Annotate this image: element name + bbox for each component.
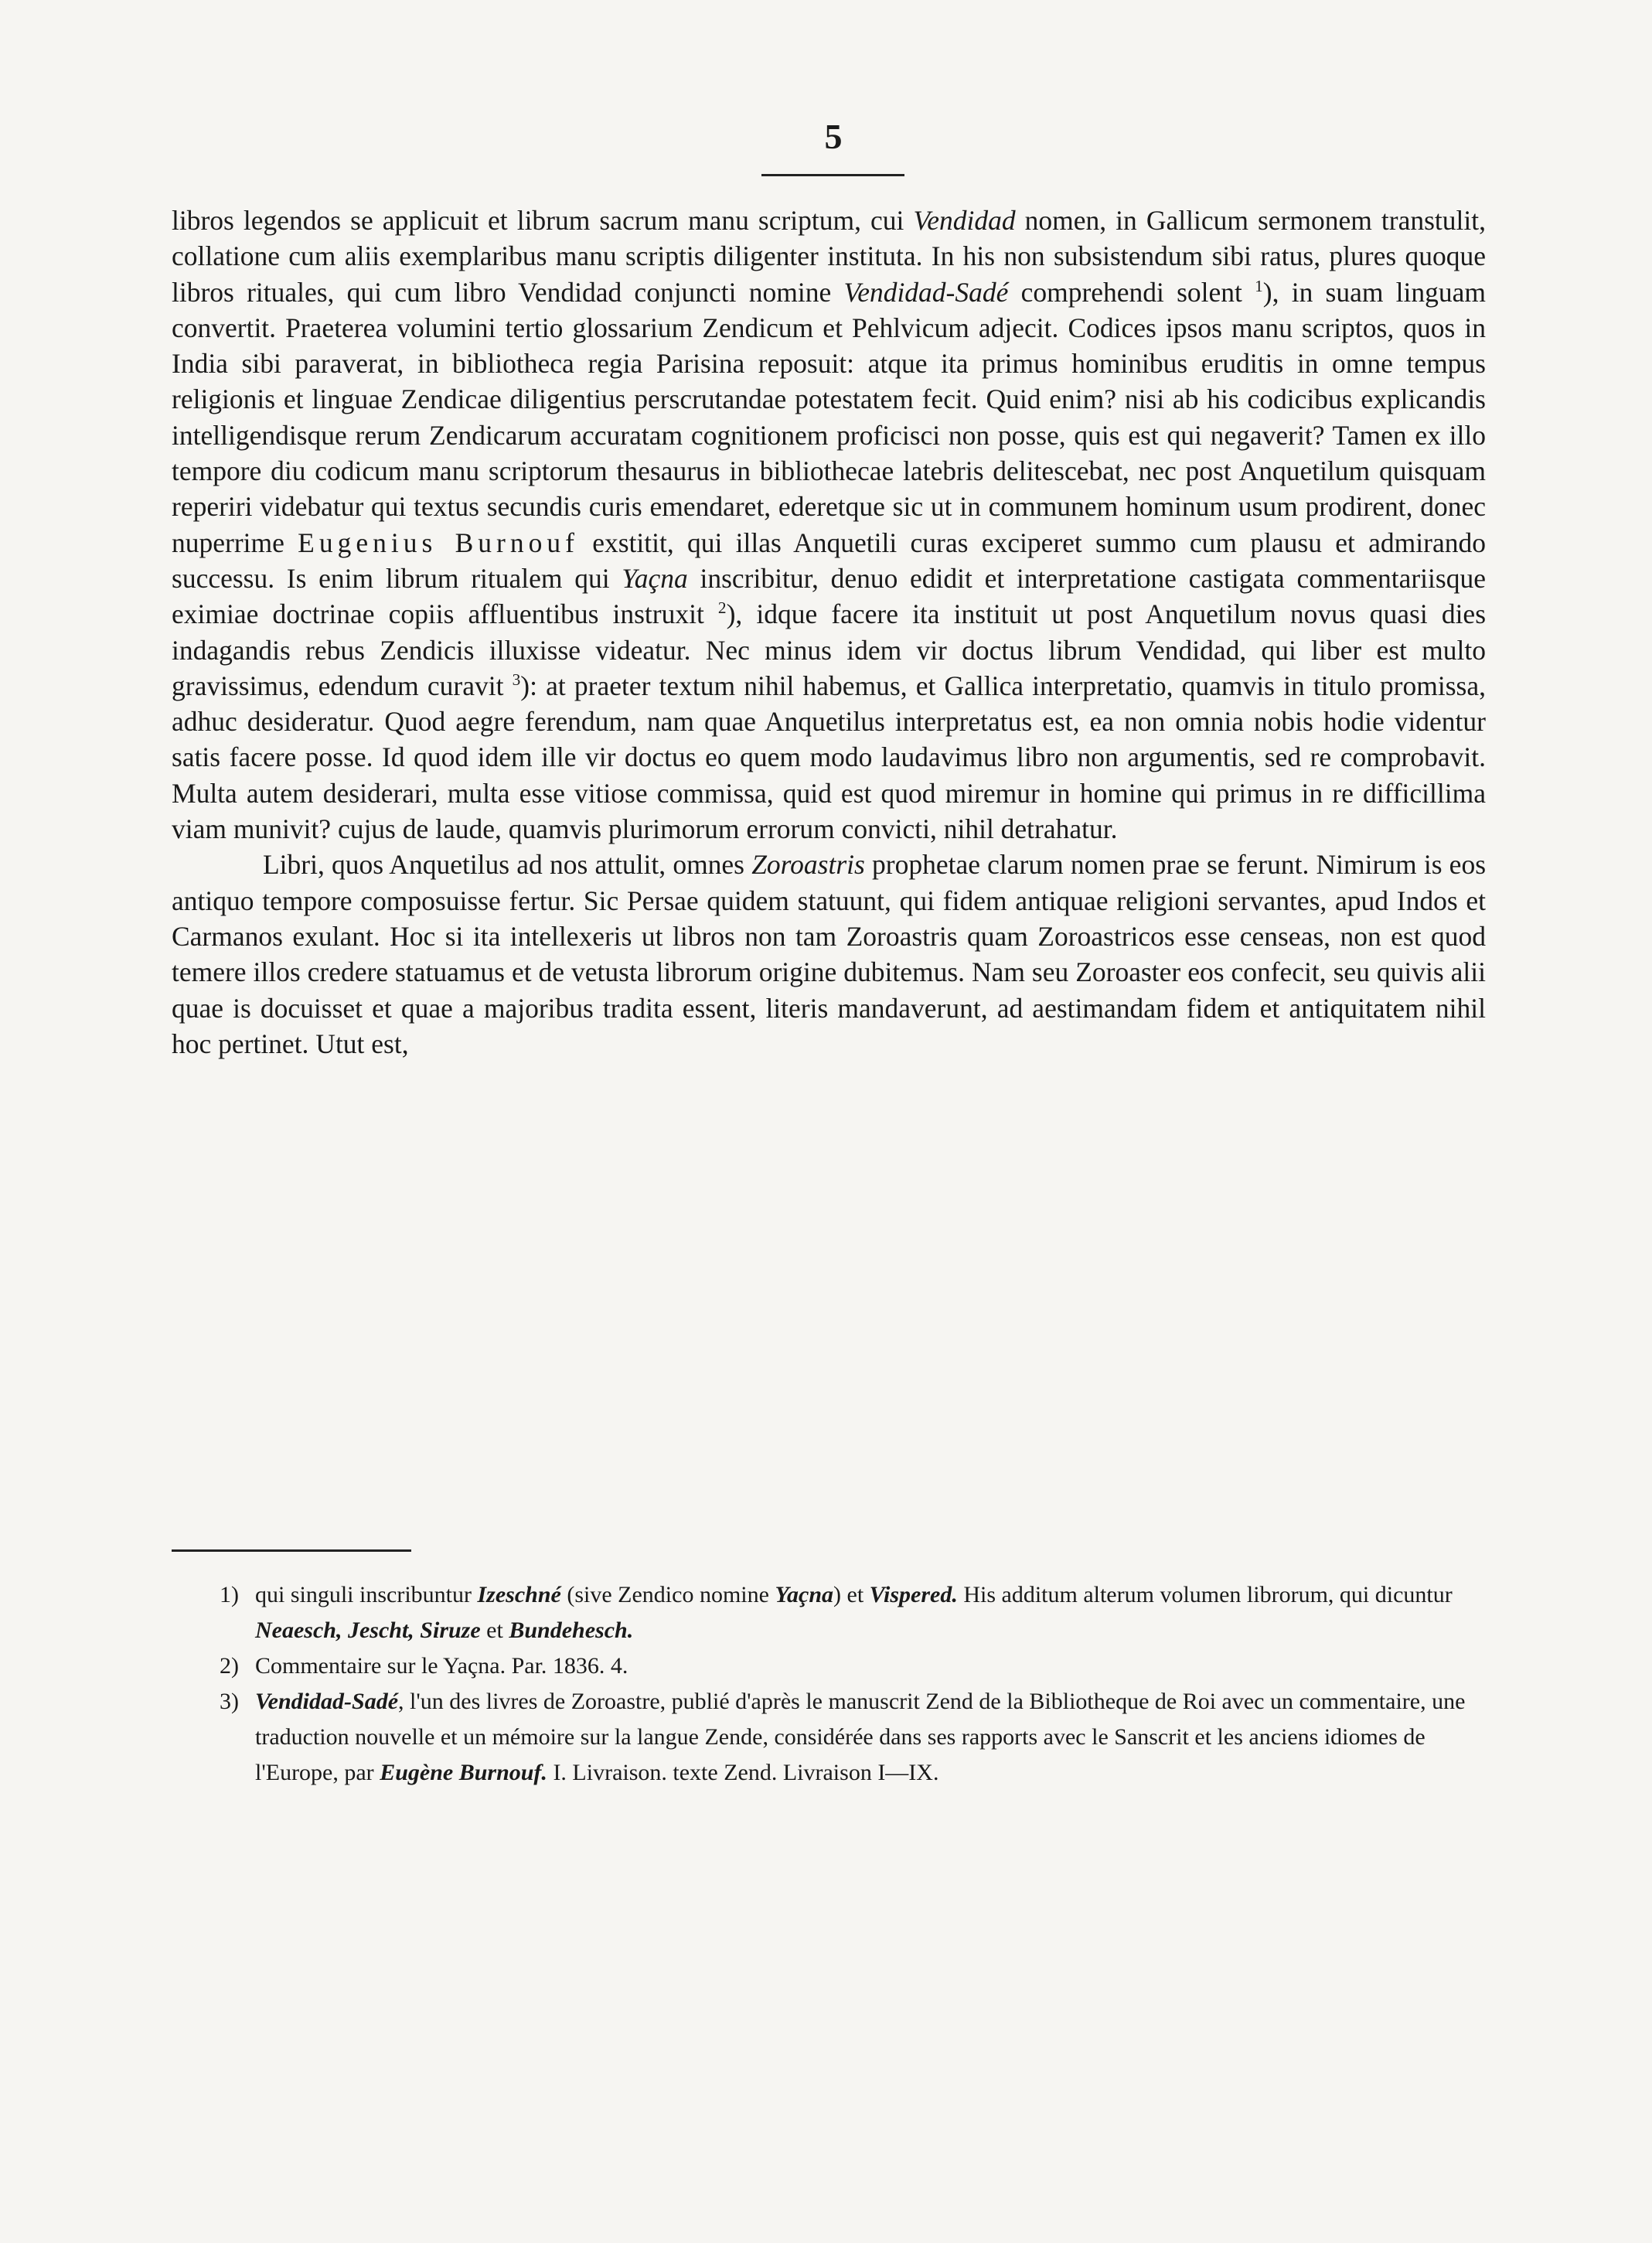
footnote: [172, 1577, 1486, 1648]
text-run: et: [480, 1617, 509, 1643]
page-number-rule: [761, 174, 904, 176]
footnote: [172, 1648, 1486, 1684]
text-run: ), idque facere ita instituit ut post Anquetilum novus quasi dies indagandis rebus Zendicis illuxisse videatur. Nec minus idem vir doctus librum Vendidad, qui liber est multo gravissimus, edendum curavit: [172, 598, 1487, 701]
text-run: Neaesch, Jescht, Siruze: [255, 1617, 481, 1643]
text-run: Eugenius Burnouf: [298, 527, 579, 558]
footnote-rule: [172, 1549, 411, 1552]
text-run: Bundehesch.: [509, 1617, 634, 1643]
footnote: [172, 1684, 1486, 1791]
page-number: 5: [824, 117, 843, 156]
text-run: Yaçna: [622, 562, 688, 594]
paragraph: [172, 203, 1486, 847]
text-run: Yaçna: [775, 1582, 834, 1607]
footnote-marker: 2: [717, 598, 727, 618]
text-run: (sive Zendico nomine: [560, 1582, 775, 1607]
text-run: I. Livraison. texte Zend. Livraison I—IX.: [547, 1760, 939, 1785]
text-run: Eugène Burnouf.: [380, 1760, 547, 1785]
text-run: Zoroastris: [751, 849, 865, 881]
footnote-number: 3): [220, 1689, 239, 1714]
text-run: inscribitur, denuo edidit et interpretatione castigata commentariisque eximiae doctrinae copiis affluentibus instruxit: [172, 562, 1486, 630]
text-run: comprehendi solent: [1008, 276, 1255, 308]
text-run: prophetae clarum nomen prae se ferunt. Nimirum is eos antiquo tempore composuisse fertur. Sic Persae quidem statuunt, qui fidem antiquae religioni servantes, apud Indos et Carmanos exulant. Hoc si ita intellexeris ut libros non tam Zoroastris quam Zoroastricos esse censeas, non est quod temere illos credere statuamus et de vetusta librorum origine dubitemus. Nam seu Zoroaster eos confecit, seu quivis alii quae is docuisset et quae a majoribus tradita essent, literis mandaverunt, ad aestimandam fidem et antiquitatem nihil hoc pertinet. Utut est,: [172, 849, 1487, 1059]
text-run: Commentaire sur le Yaçna. Par. 1836. 4.: [255, 1653, 628, 1679]
text-run: Vendidad-Sadé: [255, 1689, 399, 1714]
text-run: Libri, quos Anquetilus ad nos attulit, omnes: [263, 849, 752, 881]
text-run: Vendidad-Sadé: [843, 276, 1009, 308]
text-run: , l'un des livres de Zoroastre, publié d'après le manuscrit Zend de la Bibliotheque de Roi avec un commentaire, une traduction nouvelle et un mémoire sur la langue Zende, considérée dans ses rapports avec le Sanscrit et les anciens idiomes de l'Europe, par: [255, 1689, 1466, 1785]
footnotes: [172, 1577, 1486, 1791]
text-run: libros legendos se applicuit et librum sacrum manu scriptum, cui: [172, 205, 914, 236]
text-run: ), in suam linguam convertit. Praeterea volumini tertio glossarium Zendicum et Pehlvicum adjecit. Codices ipsos manu scriptos, quos in India sibi paraverat, in bibliotheca regia Parisina reposuit: atque ita primus hominibus eruditis in omne tempus religionis et linguae Zendicae diligentius perscrutandae potestatem fecit. Quid enim? nisi ab his codicibus explicandis intelligendisque rerum Zendicarum accuratam cognitionem proficisci non posse, quis est qui negaverit? Tamen ex illo tempore diu codicum manu scriptorum thesaurus in bibliothecae latebris delitescebat, nec post Anquetilum quisquam reperiri videbatur qui textus secundis curis emendaret, ederetque sic ut in communem hominum usum prodirent, donec nuperrime: [172, 276, 1487, 558]
text-run: Izeschné: [477, 1582, 561, 1607]
text-run: His additum alterum volumen librorum, qui dicuntur: [957, 1582, 1453, 1607]
footnote-marker: 3: [512, 670, 521, 690]
main-text: [172, 203, 1486, 1062]
text-run: exstitit, qui illas Anquetili curas exciperet summo cum plausu et admirando successu. Is enim librum ritualem qui: [172, 527, 1486, 594]
footnote-marker: 1: [1255, 276, 1263, 295]
text-run: ) et: [833, 1582, 870, 1607]
footnote-number: 2): [220, 1653, 239, 1679]
text-run: nomen, in Gallicum sermonem transtulit, collatione cum aliis exemplaribus manu scriptis diligenter instituta. In his non subsistendum sibi ratus, plures quoque libros rituales, qui cum libro Vendidad conjuncti nomine: [172, 205, 1487, 308]
text-run: Vispered.: [869, 1582, 958, 1607]
footnote-number: 1): [220, 1582, 239, 1607]
text-run: ): at praeter textum nihil habemus, et Gallica interpretatio, quamvis in titulo promissa, adhuc desideratur. Quod aegre ferendum, nam quae Anquetilus interpretatus est, ea non omnia nobis hodie videntur satis facere posse. Id quod idem ille vir doctus eo quem modo laudavimus libro non argumentis, sed re comprobavit. Multa autem desiderari, multa esse vitiose commissa, quid est quod miremur in homine qui primus in re difficillima viam munivit? cujus de laude, quamvis plurimorum errorum convicti, nihil detrahatur.: [172, 670, 1486, 845]
text-run: qui singuli inscribuntur: [255, 1582, 478, 1607]
text-run: Vendidad: [913, 205, 1016, 236]
paragraph: [172, 847, 1486, 1062]
